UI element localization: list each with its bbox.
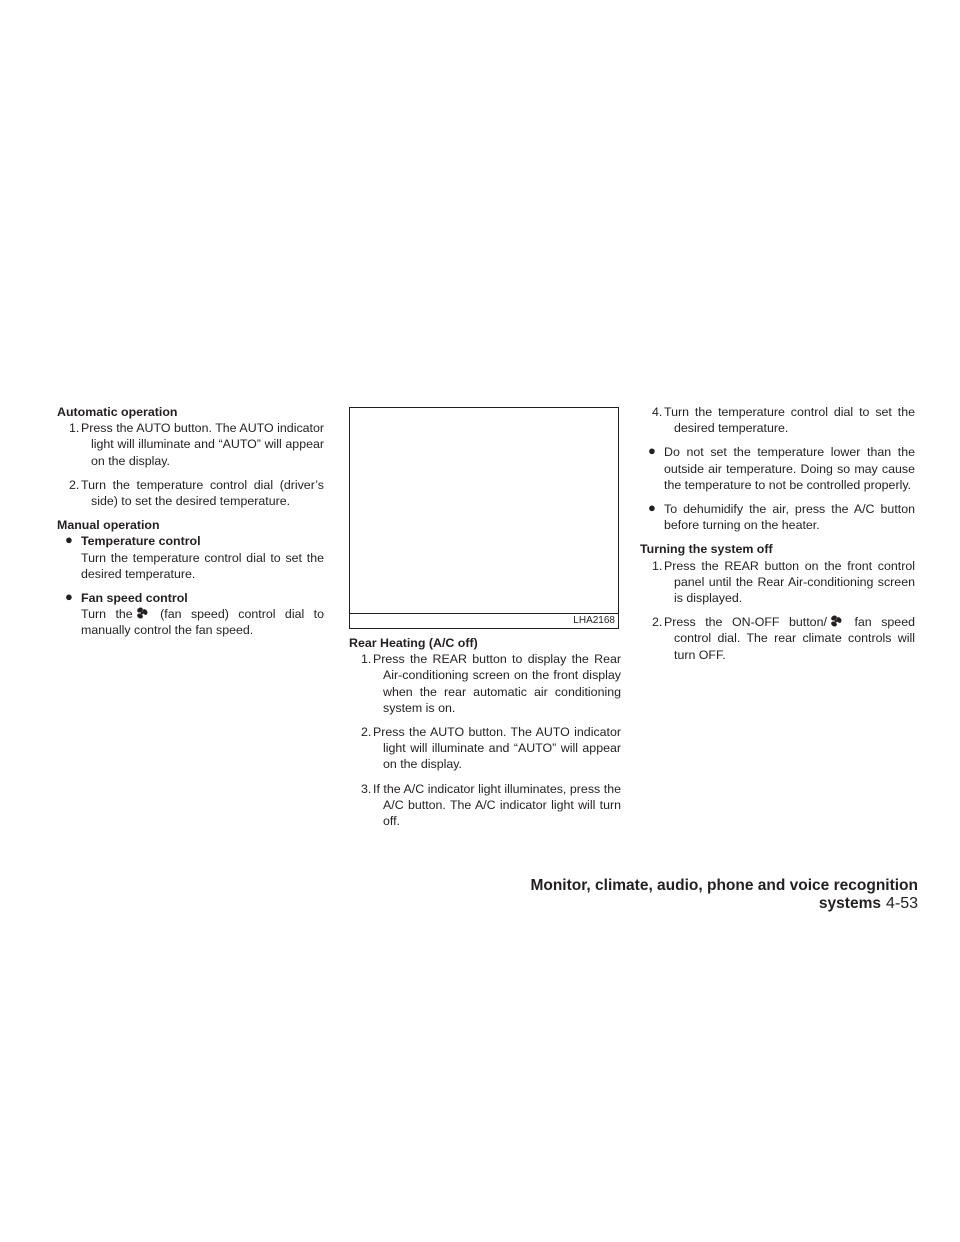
section-heading-automatic: Automatic operation [57,405,178,419]
step-text: Press the AUTO button. The AUTO indicator light will illuminate and “AUTO” will appear on the display. [81,421,324,468]
step-text: Press the AUTO button. The AUTO indicator light will illuminate and “AUTO” will appear on the display. [373,725,621,772]
list-item [57,420,324,469]
step-text: Turn the temperature control dial to set the desired temperature. [664,405,915,436]
step-number: 4. [652,405,663,419]
step-number: 1. [69,421,80,436]
list-item [349,781,621,830]
step-number: 3. [361,781,372,796]
bullet-icon: ● [648,443,656,459]
step-text: If the A/C indicator light illuminates, press the A/C button. The A/C indicator light will turn off. [373,781,621,829]
chapter-title: Monitor, climate, audio, phone and voice recognition systems [530,877,918,912]
list-item [57,477,324,509]
list-item [349,724,621,773]
figure-divider [350,613,618,614]
subheading-temperature: Temperature control [81,534,201,549]
list-item [640,444,915,493]
step-number: 2. [361,725,372,740]
page-footer [450,877,918,913]
list-item [640,558,915,607]
step-text [664,614,915,663]
step-text: Press the REAR button to display the Rear Air-conditioning screen on the front display when the rear automatic air conditioning system is on. [373,652,621,715]
text-before-icon: Press the ON-OFF button/ [664,615,827,630]
figure-placeholder [349,407,619,629]
list-item [57,533,324,582]
section-heading-rear-heating: Rear Heating (A/C off) [349,636,478,650]
column-left [57,404,324,639]
step-number: 1. [361,652,372,667]
list-item [640,501,915,533]
step-number: 2. [69,477,80,492]
bullet-icon: ● [65,589,73,605]
bullet-icon: ● [65,532,73,548]
section-heading-manual: Manual operation [57,518,160,533]
list-item [640,614,915,663]
text-after-icon: (fan speed) control dial to manually control the fan speed. [81,607,324,638]
paragraph: Do not set the temperature lower than the outside air temperature. Doing so may cause the temperature to not be controlled properly. [664,445,915,492]
paragraph: Turn the temperature control dial to set the desired temperature. [81,550,324,581]
section-heading-turning-off: Turning the system off [640,542,773,557]
step-number: 2. [652,615,663,630]
step-number: 1. [652,558,663,573]
paragraph [81,606,324,638]
fan-icon [829,615,843,627]
subheading-fan-speed: Fan speed control [81,591,188,606]
step-text: Turn the temperature control dial (driver’s side) to set the desired temperature. [81,477,324,509]
column-right [640,404,915,663]
bullet-icon: ● [648,500,656,516]
step-text: Press the REAR button on the front control panel until the Rear Air-conditioning screen is displayed. [664,558,915,606]
figure-label: LHA2168 [573,615,615,626]
page-number: 4-53 [885,895,918,912]
list-item [57,590,324,639]
fan-icon [135,607,149,619]
text-before-icon: Turn the [81,607,133,622]
list-item [640,404,915,436]
text-after-icon: fan speed control dial. The rear climate controls will turn OFF. [674,615,915,662]
list-item [349,651,621,716]
column-middle [349,404,621,829]
paragraph: To dehumidify the air, press the A/C button before turning on the heater. [664,502,915,533]
